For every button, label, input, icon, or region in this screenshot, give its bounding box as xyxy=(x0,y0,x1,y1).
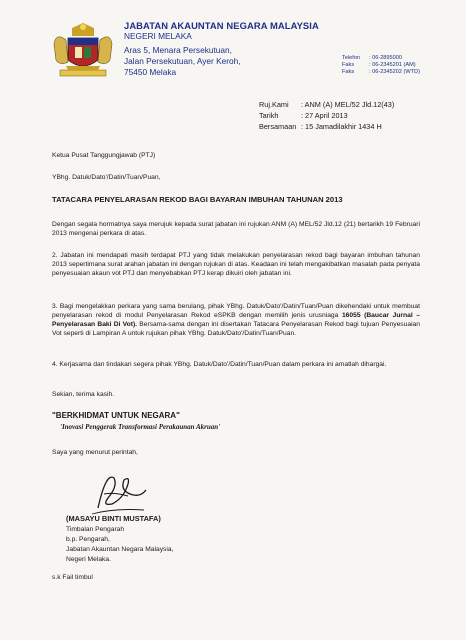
signatory-title: Negeri Melaka. xyxy=(66,556,111,563)
copy-to: s.k Fail timbul xyxy=(52,574,93,581)
contact-label: Faks xyxy=(342,69,355,75)
signatory-title: Timbalan Pengarah xyxy=(66,526,125,533)
motto-subtitle: 'Inovasi Penggerak Transformasi Perakaunan Akruan' xyxy=(60,423,221,431)
address-line: Jalan Persekutuan, Ayer Keroh, xyxy=(124,56,241,66)
date-value: : 27 April 2013 xyxy=(301,111,348,120)
address-line: 75450 Melaka xyxy=(124,67,177,77)
hijri-value: : 15 Jamadilakhir 1434 H xyxy=(301,122,382,131)
contact-value: : 06-2345201 (AM) xyxy=(369,62,416,68)
ref-value: : ANM (A) MEL/52 Jld.12(43) xyxy=(301,100,395,109)
handwritten-signature xyxy=(84,464,164,519)
salutation: YBhg. Datuk/Dato'/Datin/Tuan/Puan, xyxy=(52,174,161,181)
ref-label: Ruj.Kami xyxy=(259,100,289,109)
coat-of-arms-logo xyxy=(50,22,116,82)
paragraph-3 xyxy=(52,303,420,339)
paragraph-intro: Dengan segala hormatnya saya merujuk kepada surat jabatan ini rujukan ANM (A) MEL/52 Jld.12 (21) bertarikh 19 Februari 2013 mengenai perkara di atas. xyxy=(52,221,420,237)
paragraph-4: 4. Kerjasama dan tindakan segera pihak YBhg. Datuk/Dato'/Datin/Tuan/Puan dalam perkara ini amatlah dihargai. xyxy=(52,361,387,368)
date-label: Tarikh xyxy=(259,111,279,120)
contact-value: : 06-2895000 xyxy=(369,55,402,61)
paragraph-3-text: 3. Bagi mengelakkan perkara yang sama berulang, pihak YBhg. Datuk/Dato'/Datin/Tuan/Puan dikehendaki untuk membuat penyelarasan rekod di modul Penyelarasan Rekod eSPKB dengan memilih jenis urusniaga xyxy=(52,303,420,319)
address-line: Aras 5, Menara Persekutuan, xyxy=(124,45,232,55)
contact-value: : 06-2345202 (WTD) xyxy=(369,69,420,75)
recipient: Ketua Pusat Tanggungjawab (PTJ) xyxy=(52,152,156,159)
agency-name: JABATAN AKAUNTAN NEGARA MALAYSIA xyxy=(124,20,319,31)
signatory-title: b.p. Pengarah, xyxy=(66,536,110,543)
transaction-code: 16055 (Baucar Jurnal – Penyelarasan Baki Di Vot). xyxy=(52,311,420,328)
sign-off: Saya yang menurut perintah, xyxy=(52,449,138,456)
contact-label: Telefon xyxy=(342,55,361,61)
paragraph-2: 2. Jabatan ini mendapati masih terdapat PTJ yang tidak melakukan penyelarasan rekod bagi bayaran imbuhan tahunan 2013 sepertimana surat arahan jabatan ini dengan rujukan di atas. Keadaan ini telah mengakibatkan masalah pada penyata penyesuaian akaun vot PTJ dan menyebabkan PTJ kerap dikuiri oleh jabatan ini. xyxy=(52,252,420,277)
paragraph-3-text: Bersama-sama dengan ini disertakan Tatacara Penyelarasan Rekod bagi tujuan Penyesuaian Vot seperti di Lampiran A untuk rujukan pihak YBhg. Datuk/Dato'/Datin/Tuan/Puan. xyxy=(52,320,420,337)
hijri-label: Bersamaan xyxy=(259,122,297,131)
branch-name: NEGERI MELAKA xyxy=(124,31,192,41)
contact-label: Faks xyxy=(342,62,355,68)
subject-title: TATACARA PENYELARASAN REKOD BAGI BAYARAN IMBUHAN TAHUNAN 2013 xyxy=(52,195,343,204)
closing: Sekian, terima kasih. xyxy=(52,391,115,398)
signatory-name: (MASAYU BINTI MUSTAFA) xyxy=(66,514,161,523)
motto: "BERKHIDMAT UNTUK NEGARA" xyxy=(52,411,180,420)
signatory-title: Jabatan Akauntan Negara Malaysia, xyxy=(66,546,174,553)
